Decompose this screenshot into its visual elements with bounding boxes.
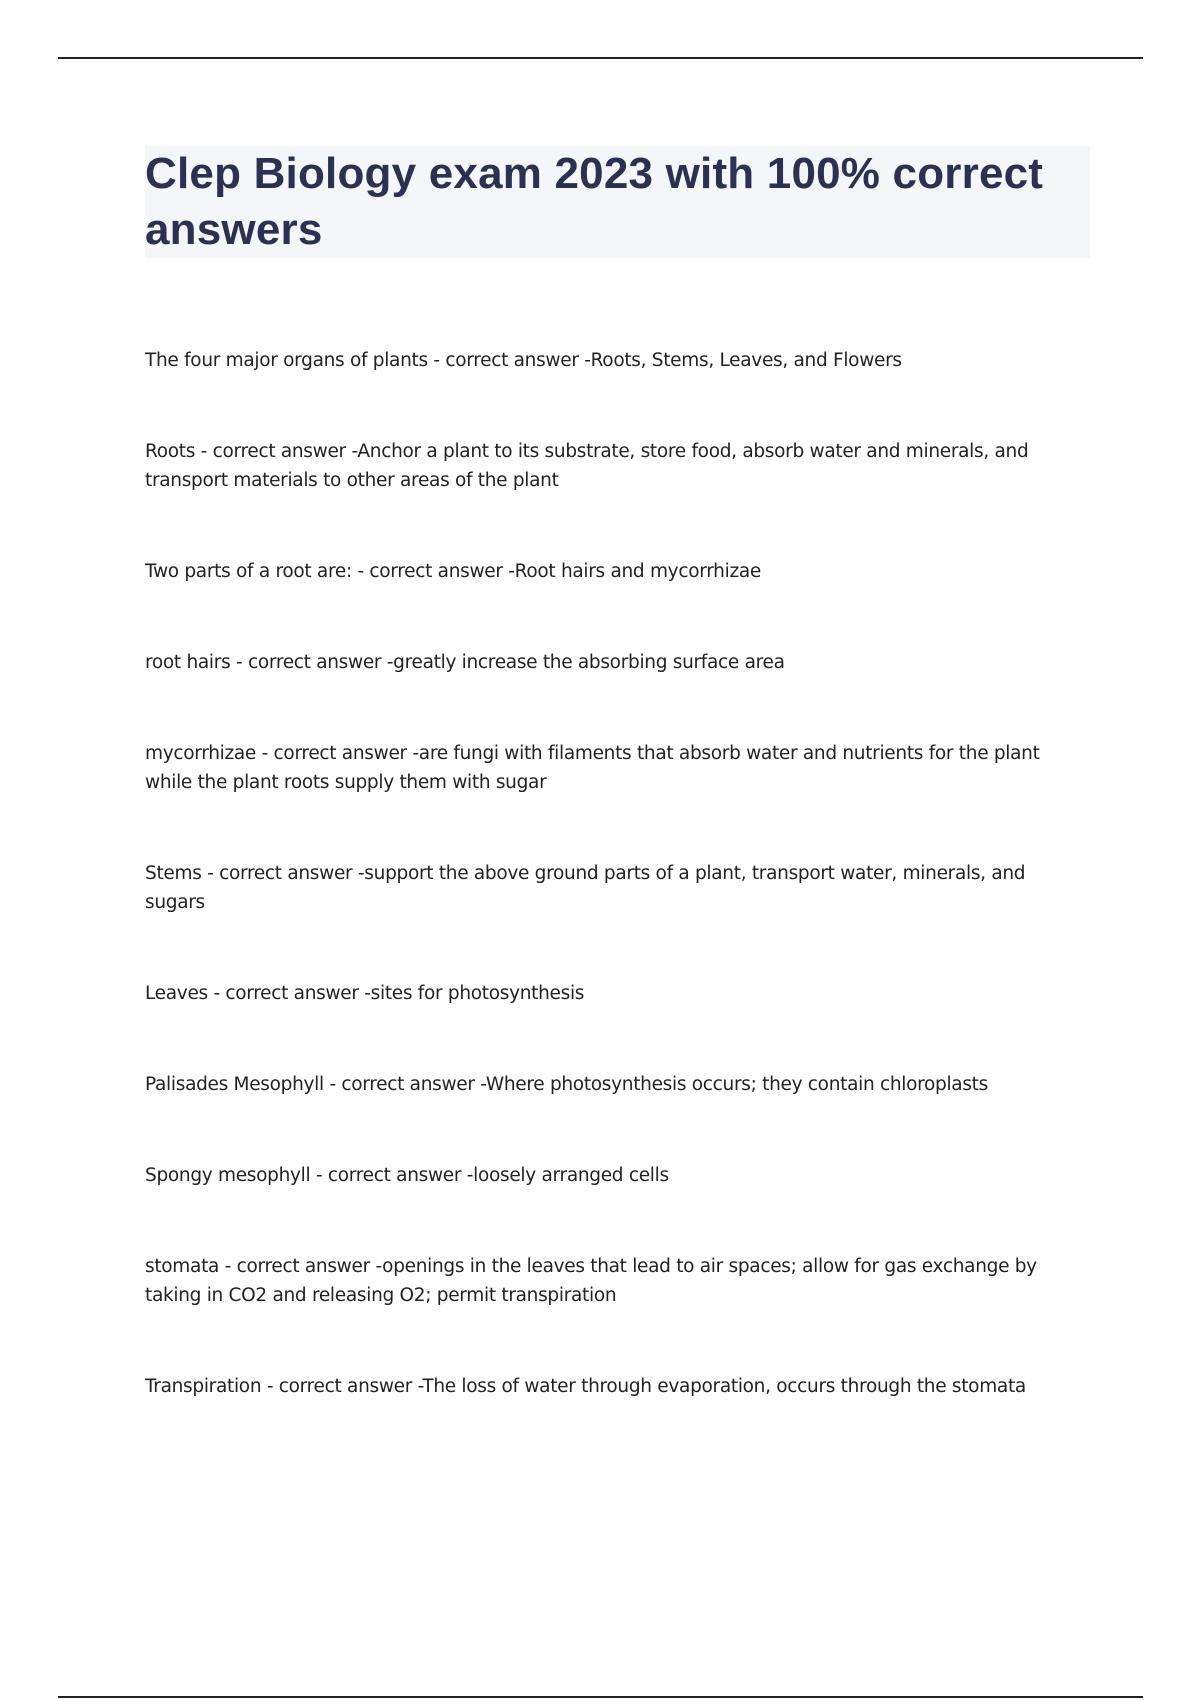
qa-item-stems: Stems - correct answer -support the above ground parts of a plant, transport water, minerals, and sugars xyxy=(145,863,1026,913)
qa-item-roots: Roots - correct answer -Anchor a plant to its substrate, store food, absorb water and minerals, and transport materials to other areas of the plant xyxy=(145,441,1029,491)
qa-list xyxy=(145,346,1065,1463)
qa-item-leaves: Leaves - correct answer -sites for photosynthesis xyxy=(145,983,585,1004)
qa-item-spongy-mesophyll: Spongy mesophyll - correct answer -loosely arranged cells xyxy=(145,1165,669,1186)
qa-item-transpiration: Transpiration - correct answer -The loss of water through evaporation, occurs through the stomata xyxy=(145,1376,1026,1397)
qa-item-plant-organs: The four major organs of plants - correct answer -Roots, Stems, Leaves, and Flowers xyxy=(145,350,902,371)
qa-item-mycorrhizae: mycorrhizae - correct answer -are fungi with filaments that absorb water and nutrients for the plant while the plant roots supply them with sugar xyxy=(145,743,1040,793)
footer-rule xyxy=(58,1696,1143,1698)
qa-item-palisades-mesophyll: Palisades Mesophyll - correct answer -Where photosynthesis occurs; they contain chloroplasts xyxy=(145,1074,988,1095)
qa-item-stomata: stomata - correct answer -openings in the leaves that lead to air spaces; allow for gas exchange by taking in CO2 and releasing O2; permit transpiration xyxy=(145,1256,1037,1306)
header-rule xyxy=(58,57,1143,59)
document-title: Clep Biology exam 2023 with 100% correct answers xyxy=(145,149,1044,254)
qa-item-root-parts: Two parts of a root are: - correct answer -Root hairs and mycorrhizae xyxy=(145,561,761,582)
qa-item-root-hairs: root hairs - correct answer -greatly increase the absorbing surface area xyxy=(145,652,785,673)
